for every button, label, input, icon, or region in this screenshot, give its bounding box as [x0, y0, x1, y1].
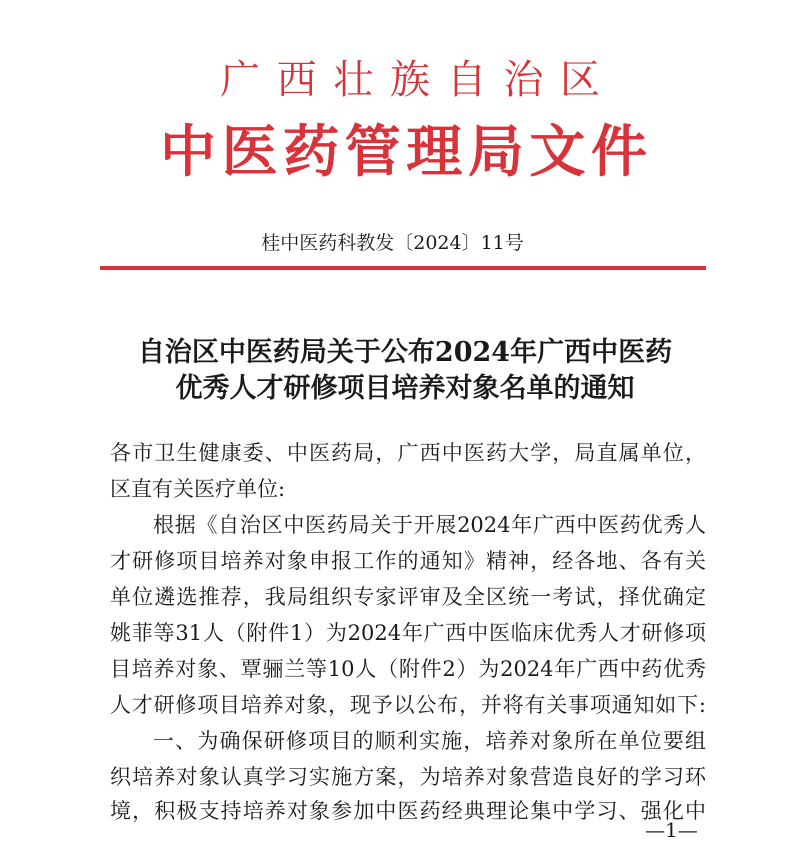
title-line-2: 优秀人才研修项目培养对象名单的通知	[175, 373, 635, 404]
body-line: 织培养对象认真学习实施方案，为培养对象营造良好的学习环	[110, 765, 706, 789]
body-line: 一、为确保研修项目的顺利实施，培养对象所在单位要组	[153, 729, 706, 753]
body-line: 根据《自治区中医药局关于开展2024年广西中医药优秀人	[153, 513, 706, 537]
body-line: 区直有关医疗单位:	[110, 477, 286, 501]
body-line: 各市卫生健康委、中医药局，广西中医药大学，局直属单位，	[110, 441, 706, 465]
body-line: 姚菲等31人（附件1）为2024年广西中医临床优秀人才研修项	[110, 621, 706, 645]
issuer-line-2: 中医药管理局文件	[160, 120, 645, 185]
body-line: 单位遴选推荐，我局组织专家评审及全区统一考试，择优确定	[110, 585, 706, 609]
title-line-1: 自治区中医药局关于公布2024年广西中医药	[137, 337, 673, 368]
page-number: —1—	[645, 818, 698, 842]
issuer-line-1: 广西壮族自治区	[220, 57, 600, 103]
body-line: 人才研修项目培养对象，现予以公布，并将有关事项通知如下:	[110, 693, 706, 717]
body-line: 才研修项目培养对象申报工作的通知》精神，经各地、各有关	[110, 549, 706, 573]
body-line: 境，积极支持培养对象参加中医药经典理论集中学习、强化中	[110, 799, 706, 823]
document-number: 桂中医药科教发〔2024〕11号	[261, 232, 524, 254]
body-line: 目培养对象、覃骊兰等10人（附件2）为2024年广西中药优秀	[110, 657, 706, 681]
red-divider	[100, 266, 706, 270]
